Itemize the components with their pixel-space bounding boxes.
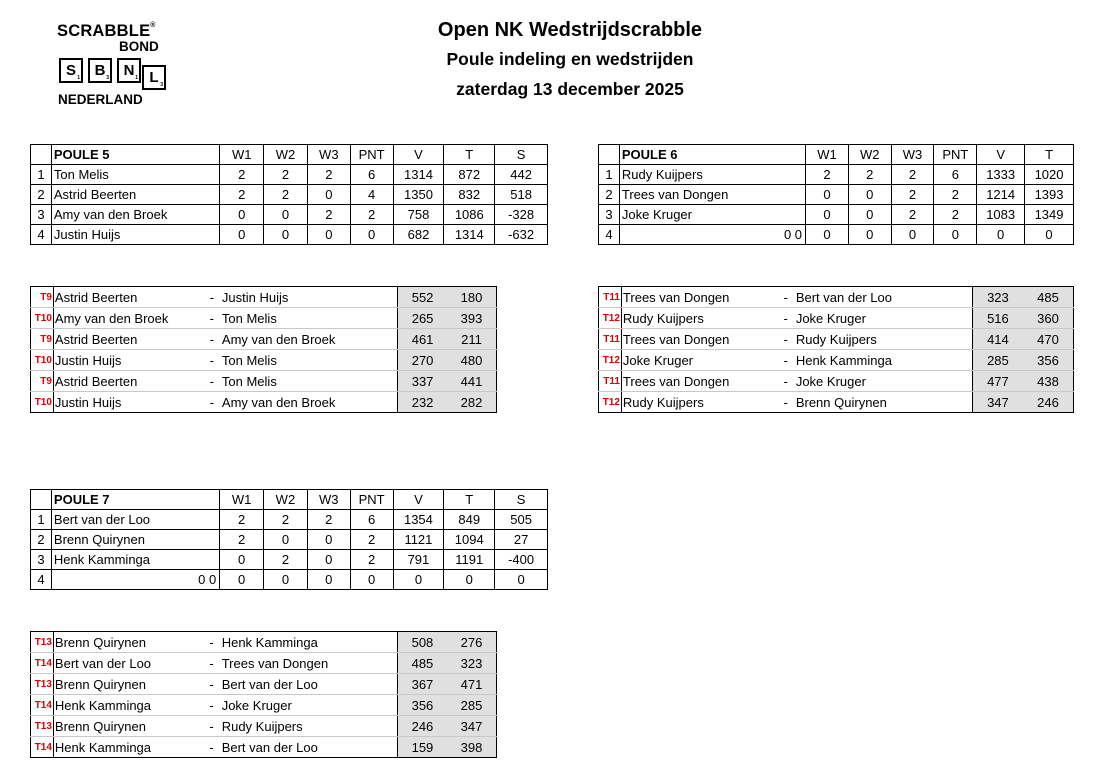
player2-score: 180 xyxy=(447,287,496,308)
table-number: T9 xyxy=(31,371,54,392)
match-row xyxy=(599,329,1074,350)
w1-cell: 0 xyxy=(220,570,264,590)
pnt-cell: 6 xyxy=(350,165,393,185)
w2-cell: 0 xyxy=(264,570,308,590)
player2-name: Joke Kruger xyxy=(796,308,973,329)
player2-score: 485 xyxy=(1023,287,1074,308)
w1-cell: 2 xyxy=(806,165,849,185)
v-cell: 1350 xyxy=(393,185,444,205)
match-dash: - xyxy=(209,674,221,695)
w3-cell: 0 xyxy=(307,550,350,570)
player-name: Brenn Quirynen xyxy=(51,530,219,550)
col-t: T xyxy=(1025,145,1074,165)
player2-score: 470 xyxy=(1023,329,1074,350)
table-row xyxy=(31,530,548,550)
match-dash: - xyxy=(209,394,214,410)
t-cell: 1349 xyxy=(1025,205,1074,225)
player2-name: Bert van der Loo xyxy=(221,739,318,755)
table-number: T10 xyxy=(31,350,54,371)
col-w3: W3 xyxy=(307,145,350,165)
rank: 3 xyxy=(31,550,52,570)
table-row xyxy=(31,570,548,590)
v-cell: 1121 xyxy=(393,530,444,550)
t-cell: 832 xyxy=(444,185,495,205)
col-pnt: PNT xyxy=(350,490,393,510)
player1-score: 414 xyxy=(972,329,1023,350)
col-t: T xyxy=(444,490,495,510)
t-cell: 849 xyxy=(444,510,495,530)
w3-cell: 2 xyxy=(891,185,934,205)
logo-tile-s: S 1 xyxy=(59,58,83,83)
player2-name: Ton Melis xyxy=(222,350,398,371)
match-row xyxy=(31,674,497,695)
col-w3: W3 xyxy=(891,145,934,165)
rank: 4 xyxy=(599,225,620,245)
w1-cell: 0 xyxy=(806,205,849,225)
col-s: S xyxy=(495,490,548,510)
scrabble-bond-logo xyxy=(57,22,172,112)
poule7-name: POULE 7 xyxy=(51,490,219,510)
player2-score: 480 xyxy=(447,350,496,371)
poule5-standings-table xyxy=(30,144,548,245)
poule5-name: POULE 5 xyxy=(51,145,219,165)
w1-cell: 2 xyxy=(220,510,264,530)
player1-score: 159 xyxy=(397,737,447,758)
player1-name: Astrid Beerten xyxy=(53,287,209,308)
logo-line1: SCRABBLE® xyxy=(57,22,156,40)
w2-cell: 0 xyxy=(848,225,891,245)
s-cell: -632 xyxy=(495,225,548,245)
match-row xyxy=(599,287,1074,308)
rank: 3 xyxy=(31,205,52,225)
player2-name: Brenn Quirynen xyxy=(795,394,887,410)
player1-score: 347 xyxy=(972,392,1023,413)
table-number: T14 xyxy=(31,653,54,674)
col-w3: W3 xyxy=(307,490,350,510)
v-cell: 758 xyxy=(393,205,444,225)
table-number: T13 xyxy=(31,632,54,653)
player2-name: Amy van den Broek xyxy=(222,329,398,350)
rank: 2 xyxy=(599,185,620,205)
w1-cell: 0 xyxy=(220,205,264,225)
player1-name: Joke Kruger xyxy=(621,350,783,371)
player1-name: Trees van Dongen xyxy=(621,287,783,308)
player1-score: 356 xyxy=(397,695,447,716)
match-row xyxy=(599,350,1074,371)
player1-score: 265 xyxy=(398,308,447,329)
player2-score: 393 xyxy=(447,308,496,329)
player-name: Rudy Kuijpers xyxy=(619,165,805,185)
match-dash: - xyxy=(210,329,222,350)
w3-cell: 0 xyxy=(891,225,934,245)
logo-line2: BOND xyxy=(119,39,159,54)
player-name: Joke Kruger xyxy=(619,205,805,225)
match-dash: - xyxy=(783,308,795,329)
w2-cell: 2 xyxy=(848,165,891,185)
match-dash: - xyxy=(209,695,221,716)
col-t: T xyxy=(444,145,495,165)
player2-name: Justin Huijs xyxy=(222,287,398,308)
rank: 1 xyxy=(31,510,52,530)
match-dash: - xyxy=(209,653,221,674)
player1-name: Rudy Kuijpers xyxy=(621,392,783,413)
match-row xyxy=(31,329,497,350)
logo-tile-b: B 3 xyxy=(88,58,112,83)
player2-score: 360 xyxy=(1023,308,1074,329)
player1-score: 461 xyxy=(398,329,447,350)
player1-name: Henk Kamminga xyxy=(53,695,209,716)
v-cell: 0 xyxy=(393,570,444,590)
s-cell: -400 xyxy=(495,550,548,570)
header-titles xyxy=(370,16,770,104)
w2-cell: 0 xyxy=(264,225,308,245)
player-name: Trees van Dongen xyxy=(619,185,805,205)
player1-score: 246 xyxy=(397,716,447,737)
col-w2: W2 xyxy=(264,145,308,165)
poule6-name: POULE 6 xyxy=(619,145,805,165)
poule7-matches-table xyxy=(30,631,497,758)
match-row xyxy=(31,371,497,392)
w2-cell: 2 xyxy=(264,165,308,185)
player1-name: Astrid Beerten xyxy=(53,371,209,392)
table-number: T14 xyxy=(31,695,54,716)
logo-line3: NEDERLAND xyxy=(58,92,143,107)
pnt-cell: 6 xyxy=(350,510,393,530)
rank: 1 xyxy=(599,165,620,185)
player1-name: Trees van Dongen xyxy=(621,371,783,392)
match-row xyxy=(31,695,497,716)
player1-name: Justin Huijs xyxy=(53,350,209,371)
player1-name: Brenn Quirynen xyxy=(53,674,209,695)
rank: 1 xyxy=(31,165,52,185)
t-cell: 1086 xyxy=(444,205,495,225)
match-dash: - xyxy=(783,350,795,371)
table-number: T9 xyxy=(31,329,54,350)
player1-score: 285 xyxy=(972,350,1023,371)
player2-score: 285 xyxy=(447,695,497,716)
poule6-standings-table xyxy=(598,144,1074,245)
player2-score: 471 xyxy=(447,674,497,695)
poule6-matches-table xyxy=(598,286,1074,413)
w2-cell: 0 xyxy=(848,205,891,225)
col-pnt: PNT xyxy=(350,145,393,165)
match-row xyxy=(31,716,497,737)
v-cell: 1083 xyxy=(977,205,1025,225)
poule7-standings-table xyxy=(30,489,548,590)
match-dash: - xyxy=(210,287,222,308)
player-name: Ton Melis xyxy=(51,165,219,185)
col-w2: W2 xyxy=(264,490,308,510)
s-cell: 505 xyxy=(495,510,548,530)
player1-score: 367 xyxy=(397,674,447,695)
table-number: T10 xyxy=(34,396,52,408)
table-number: T10 xyxy=(31,308,54,329)
player2-name: Bert van der Loo xyxy=(796,287,973,308)
t-cell: 0 xyxy=(1025,225,1074,245)
table-number: T12 xyxy=(602,396,620,408)
player2-name: Joke Kruger xyxy=(222,695,398,716)
w3-cell: 2 xyxy=(307,205,350,225)
rank: 2 xyxy=(31,530,52,550)
match-dash: - xyxy=(783,329,795,350)
player1-score: 516 xyxy=(972,308,1023,329)
pnt-cell: 2 xyxy=(934,185,977,205)
player2-name: Henk Kamminga xyxy=(222,632,398,653)
player2-name: Amy van den Broek xyxy=(221,394,336,410)
w3-cell: 2 xyxy=(307,165,350,185)
table-row xyxy=(31,550,548,570)
player1-score: 508 xyxy=(397,632,447,653)
s-cell: 518 xyxy=(495,185,548,205)
standings-header-row xyxy=(31,490,548,510)
match-dash: - xyxy=(209,739,214,755)
poule5-matches-table xyxy=(30,286,497,413)
match-dash: - xyxy=(210,350,222,371)
player2-name: Henk Kamminga xyxy=(796,350,973,371)
table-row xyxy=(599,185,1074,205)
logo-tile-n: N 1 xyxy=(117,58,141,83)
s-cell: 442 xyxy=(495,165,548,185)
standings-header-row xyxy=(31,145,548,165)
player-name: Amy van den Broek xyxy=(51,205,219,225)
player1-name: Henk Kamminga xyxy=(53,737,209,758)
player1-name: Rudy Kuijpers xyxy=(621,308,783,329)
pnt-cell: 2 xyxy=(350,205,393,225)
match-row xyxy=(599,371,1074,392)
player1-score: 485 xyxy=(397,653,447,674)
w3-cell: 0 xyxy=(307,225,350,245)
w2-cell: 0 xyxy=(848,185,891,205)
table-number: T12 xyxy=(599,350,622,371)
w1-cell: 0 xyxy=(806,185,849,205)
match-row xyxy=(31,392,497,413)
table-row xyxy=(31,165,548,185)
table-number: T11 xyxy=(599,371,622,392)
v-cell: 1314 xyxy=(393,165,444,185)
t-cell: 1393 xyxy=(1025,185,1074,205)
t-cell: 1191 xyxy=(444,550,495,570)
player2-score: 246 xyxy=(1023,392,1074,413)
player2-score: 441 xyxy=(447,371,496,392)
match-row xyxy=(31,350,497,371)
col-pnt: PNT xyxy=(934,145,977,165)
player-name: Bert van der Loo xyxy=(51,510,219,530)
col-w1: W1 xyxy=(220,490,264,510)
v-cell: 0 xyxy=(977,225,1025,245)
match-row xyxy=(599,392,1074,413)
player1-score: 337 xyxy=(398,371,447,392)
match-row xyxy=(31,308,497,329)
player1-score: 270 xyxy=(398,350,447,371)
player2-score: 276 xyxy=(447,632,497,653)
match-dash: - xyxy=(209,632,221,653)
player1-name: Trees van Dongen xyxy=(621,329,783,350)
w2-cell: 2 xyxy=(264,510,308,530)
s-cell: -328 xyxy=(495,205,548,225)
w3-cell: 2 xyxy=(891,165,934,185)
player1-score: 323 xyxy=(972,287,1023,308)
w1-cell: 2 xyxy=(220,185,264,205)
w1-cell: 2 xyxy=(220,165,264,185)
player-name: Henk Kamminga xyxy=(51,550,219,570)
match-row xyxy=(31,737,497,758)
t-cell: 872 xyxy=(444,165,495,185)
table-number: T13 xyxy=(31,674,54,695)
w1-cell: 0 xyxy=(220,550,264,570)
pnt-cell: 2 xyxy=(350,530,393,550)
table-number: T9 xyxy=(31,287,54,308)
player1-score: 552 xyxy=(398,287,447,308)
player2-score: 347 xyxy=(447,716,497,737)
t-cell: 1314 xyxy=(444,225,495,245)
t-cell: 0 xyxy=(444,570,495,590)
table-row xyxy=(31,205,548,225)
w2-cell: 0 xyxy=(264,205,308,225)
player2-score: 438 xyxy=(1023,371,1074,392)
match-dash: - xyxy=(210,308,222,329)
table-row xyxy=(599,165,1074,185)
rank: 4 xyxy=(31,570,52,590)
logo-tile-l: L 3 xyxy=(142,65,166,90)
page-title: Open NK Wedstrijdscrabble xyxy=(437,19,703,41)
logo-tiles xyxy=(59,58,169,88)
player-name: Astrid Beerten xyxy=(51,185,219,205)
col-w2: W2 xyxy=(848,145,891,165)
t-cell: 1094 xyxy=(444,530,495,550)
table-row xyxy=(599,205,1074,225)
player-name: Justin Huijs xyxy=(51,225,219,245)
player2-score: 323 xyxy=(447,653,497,674)
player2-name: Rudy Kuijpers xyxy=(796,329,973,350)
player1-name: Justin Huijs xyxy=(53,392,209,413)
match-dash: - xyxy=(783,287,795,308)
w2-cell: 0 xyxy=(264,530,308,550)
table-row xyxy=(31,510,548,530)
player2-name: Rudy Kuijpers xyxy=(222,716,398,737)
player2-score: 356 xyxy=(1023,350,1074,371)
w2-cell: 2 xyxy=(264,550,308,570)
col-v: V xyxy=(393,490,444,510)
match-dash: - xyxy=(783,371,795,392)
v-cell: 1333 xyxy=(977,165,1025,185)
t-cell: 1020 xyxy=(1025,165,1074,185)
v-cell: 1354 xyxy=(393,510,444,530)
player2-name: Joke Kruger xyxy=(796,371,973,392)
table-number: T14 xyxy=(34,741,52,753)
event-date: zaterdag 13 december 2025 xyxy=(456,79,684,99)
s-cell: 27 xyxy=(495,530,548,550)
player2-score: 398 xyxy=(447,737,497,758)
table-row xyxy=(31,225,548,245)
pnt-cell: 0 xyxy=(350,570,393,590)
player2-name: Ton Melis xyxy=(222,308,398,329)
player1-score: 232 xyxy=(398,392,447,413)
table-number: T12 xyxy=(599,308,622,329)
w1-cell: 0 xyxy=(220,225,264,245)
pnt-cell: 0 xyxy=(934,225,977,245)
player-name: 0 0 xyxy=(51,570,219,590)
pnt-cell: 4 xyxy=(350,185,393,205)
player2-score: 211 xyxy=(447,329,496,350)
pnt-cell: 2 xyxy=(934,205,977,225)
match-dash: - xyxy=(783,394,788,410)
player1-name: Bert van der Loo xyxy=(53,653,209,674)
v-cell: 791 xyxy=(393,550,444,570)
col-s: S xyxy=(495,145,548,165)
s-cell: 0 xyxy=(495,570,548,590)
table-number: T11 xyxy=(599,287,622,308)
v-cell: 682 xyxy=(393,225,444,245)
table-row xyxy=(599,225,1074,245)
player2-name: Trees van Dongen xyxy=(222,653,398,674)
w3-cell: 0 xyxy=(307,185,350,205)
player2-name: Ton Melis xyxy=(222,371,398,392)
player2-name: Bert van der Loo xyxy=(222,674,398,695)
player1-name: Brenn Quirynen xyxy=(53,632,209,653)
match-dash: - xyxy=(210,371,222,392)
v-cell: 1214 xyxy=(977,185,1025,205)
w3-cell: 2 xyxy=(891,205,934,225)
pnt-cell: 0 xyxy=(350,225,393,245)
col-w1: W1 xyxy=(220,145,264,165)
w3-cell: 0 xyxy=(307,570,350,590)
w1-cell: 2 xyxy=(220,530,264,550)
table-number: T11 xyxy=(599,329,622,350)
match-dash: - xyxy=(209,716,221,737)
standings-header-row xyxy=(599,145,1074,165)
player1-name: Astrid Beerten xyxy=(53,329,209,350)
rank: 3 xyxy=(599,205,620,225)
match-row xyxy=(31,632,497,653)
col-v: V xyxy=(393,145,444,165)
w2-cell: 2 xyxy=(264,185,308,205)
page-subtitle: Poule indeling en wedstrijden xyxy=(446,49,694,69)
match-row xyxy=(599,308,1074,329)
player1-name: Amy van den Broek xyxy=(53,308,209,329)
col-v: V xyxy=(977,145,1025,165)
w3-cell: 2 xyxy=(307,510,350,530)
table-number: T13 xyxy=(31,716,54,737)
pnt-cell: 6 xyxy=(934,165,977,185)
rank: 4 xyxy=(31,225,52,245)
player1-name: Brenn Quirynen xyxy=(53,716,209,737)
player1-score: 477 xyxy=(972,371,1023,392)
player-name: 0 0 xyxy=(619,225,805,245)
col-w1: W1 xyxy=(806,145,849,165)
w1-cell: 0 xyxy=(806,225,849,245)
rank: 2 xyxy=(31,185,52,205)
match-row xyxy=(31,653,497,674)
pnt-cell: 2 xyxy=(350,550,393,570)
w3-cell: 0 xyxy=(307,530,350,550)
player2-score: 282 xyxy=(447,392,496,413)
table-row xyxy=(31,185,548,205)
match-row xyxy=(31,287,497,308)
